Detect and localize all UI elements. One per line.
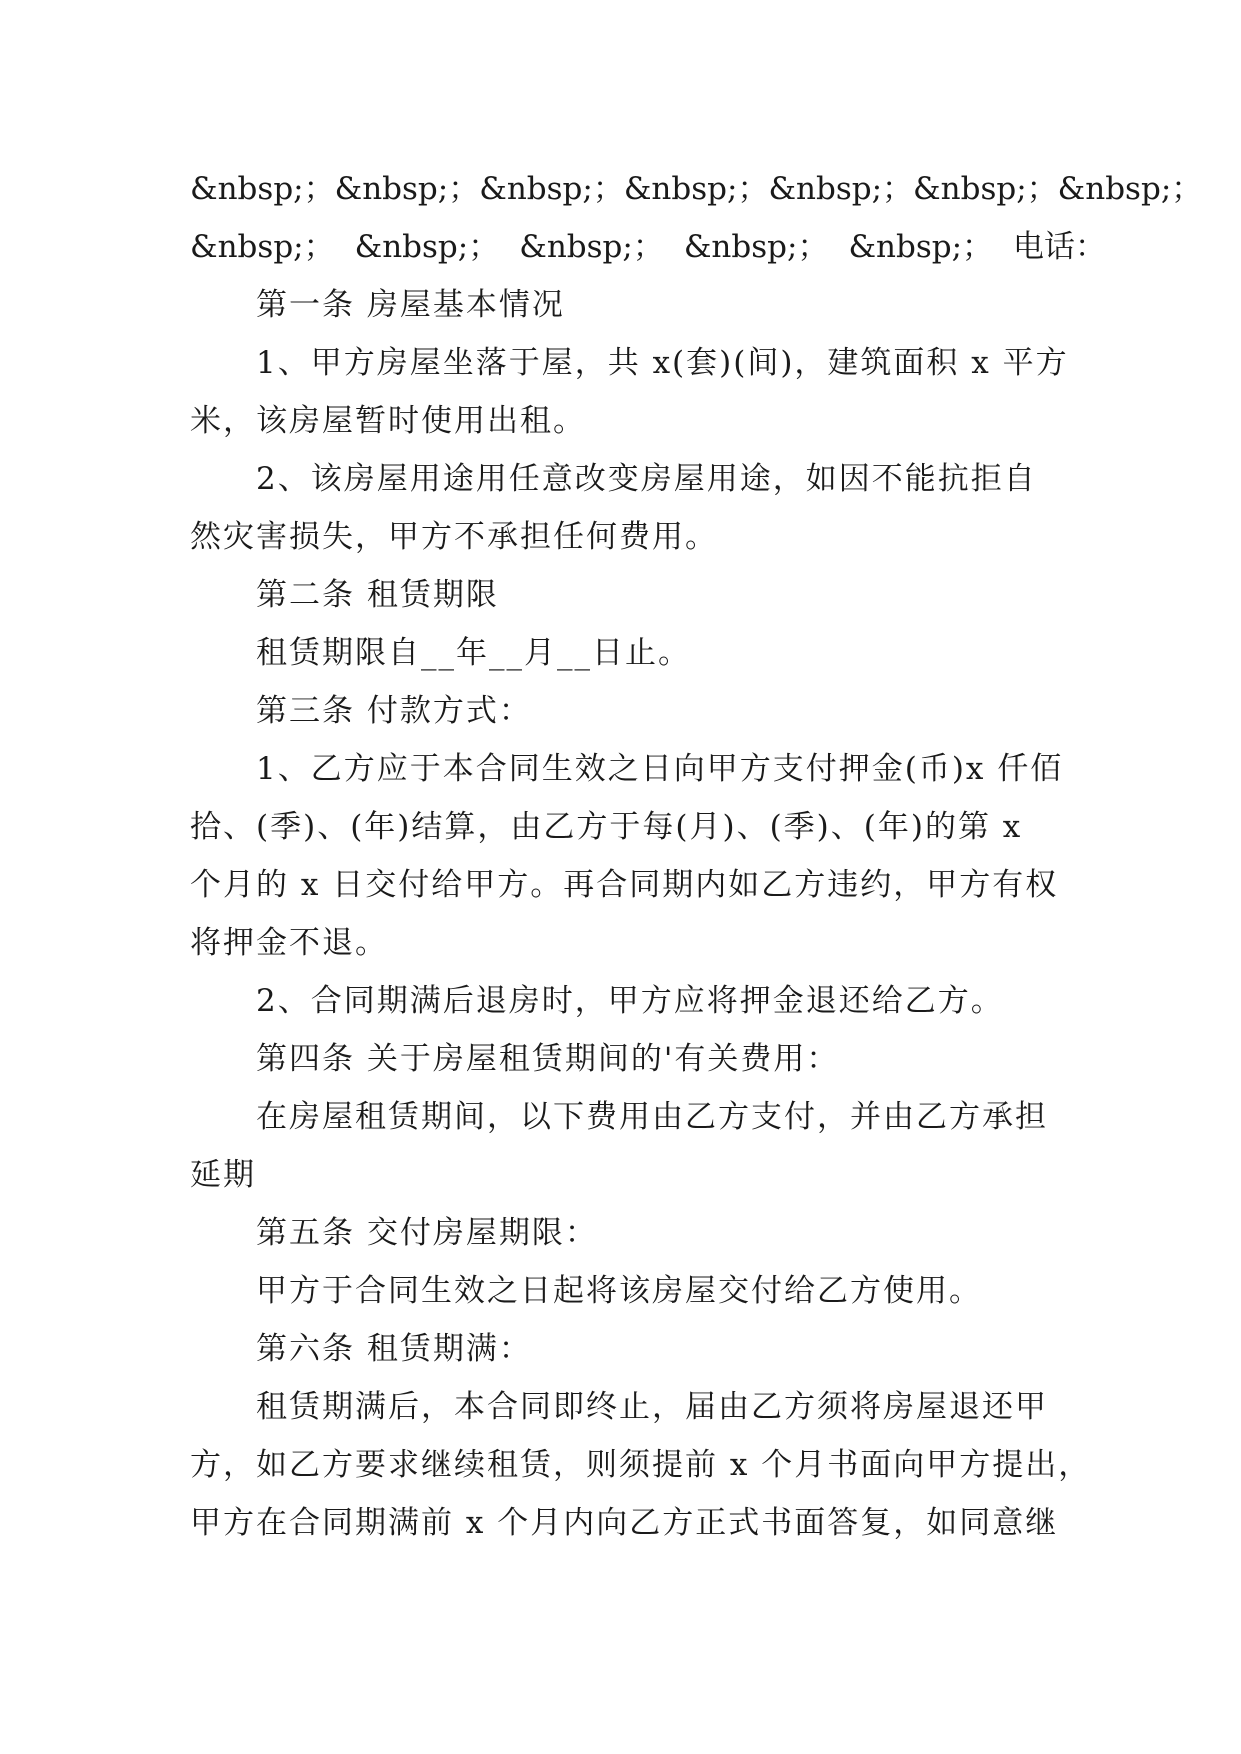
nbsp-token: &nbsp; bbox=[913, 171, 1027, 207]
nbsp-line-2: &nbsp;； &nbsp;； &nbsp;； &nbsp;； &nbsp;； 电话： bbox=[190, 218, 1050, 276]
nbsp-token: &nbsp; bbox=[768, 171, 883, 207]
nbsp-token: &nbsp; bbox=[1057, 171, 1172, 207]
article-2-title: 第二条 租赁期限 bbox=[256, 577, 499, 613]
article-1-para-1-line-2: 米，该房屋暂时使用出租。 bbox=[190, 403, 586, 439]
article-1-para-2-line-1: 2、该房屋用途用任意改变房屋用途，如因不能抗拒自 bbox=[256, 461, 1037, 497]
article-3-para-1-line-4: 将押金不退。 bbox=[190, 925, 388, 961]
article-6-para-1-line-2: 方，如乙方要求继续租赁，则须提前 x 个月书面向甲方提出， bbox=[190, 1447, 1092, 1483]
nbsp-token: &nbsp; bbox=[190, 229, 304, 265]
article-3-title: 第三条 付款方式： bbox=[256, 693, 532, 729]
article-6-para-1-line-1: 租赁期满后，本合同即终止，届由乙方须将房屋退还甲 bbox=[256, 1389, 1048, 1425]
article-3-para-2: 2、合同期满后退房时，甲方应将押金退还给乙方。 bbox=[256, 983, 1004, 1019]
nbsp-token: &nbsp; bbox=[519, 229, 633, 265]
nbsp-token: &nbsp; bbox=[334, 171, 449, 207]
article-6-title: 第六条 租赁期满： bbox=[256, 1331, 532, 1367]
article-5-para-1: 甲方于合同生效之日起将该房屋交付给乙方使用。 bbox=[256, 1273, 982, 1309]
article-1-title: 第一条 房屋基本情况 bbox=[256, 287, 565, 323]
nbsp-token: &nbsp; bbox=[848, 229, 963, 265]
article-4-para-1-line-2: 延期 bbox=[190, 1157, 256, 1193]
article-5-title: 第五条 交付房屋期限： bbox=[256, 1215, 598, 1251]
nbsp-token: &nbsp; bbox=[479, 171, 593, 207]
article-1-para-1-line-1: 1、甲方房屋坐落于屋，共 x(套)(间)，建筑面积 x 平方 bbox=[256, 345, 1069, 381]
nbsp-token: &nbsp; bbox=[623, 171, 738, 207]
article-4-para-1-line-1: 在房屋租赁期间，以下费用由乙方支付，并由乙方承担 bbox=[256, 1099, 1048, 1135]
article-2-para-1: 租赁期限自__年__月__日止。 bbox=[256, 635, 691, 671]
article-6-para-1-line-3: 甲方在合同期满前 x 个月内向乙方正式书面答复，如同意继 bbox=[190, 1505, 1059, 1541]
article-3-para-1-line-1: 1、乙方应于本合同生效之日向甲方支付押金(币)x 仟佰 bbox=[256, 751, 1064, 787]
nbsp-token: &nbsp; bbox=[190, 171, 304, 207]
article-4-title: 第四条 关于房屋租赁期间的'有关费用： bbox=[256, 1041, 840, 1077]
nbsp-token: &nbsp; bbox=[354, 229, 469, 265]
nbsp-line-1: &nbsp; ； &nbsp; ； &nbsp; ； &nbsp; ； &nbsp; ； &nbsp; ； &nbsp; ； bbox=[190, 160, 1050, 218]
article-1-para-2-line-2: 然灾害损失，甲方不承担任何费用。 bbox=[190, 519, 718, 555]
document-body bbox=[190, 160, 1203, 1552]
article-3-para-1-line-2: 拾、(季)、(年)结算，由乙方于每(月)、(季)、(年)的第 x bbox=[190, 809, 1023, 845]
nbsp-token: &nbsp; bbox=[683, 229, 798, 265]
phone-label: 电话： bbox=[1013, 229, 1107, 265]
article-3-para-1-line-3: 个月的 x 日交付给甲方。再合同期内如乙方违约，甲方有权 bbox=[190, 867, 1059, 903]
